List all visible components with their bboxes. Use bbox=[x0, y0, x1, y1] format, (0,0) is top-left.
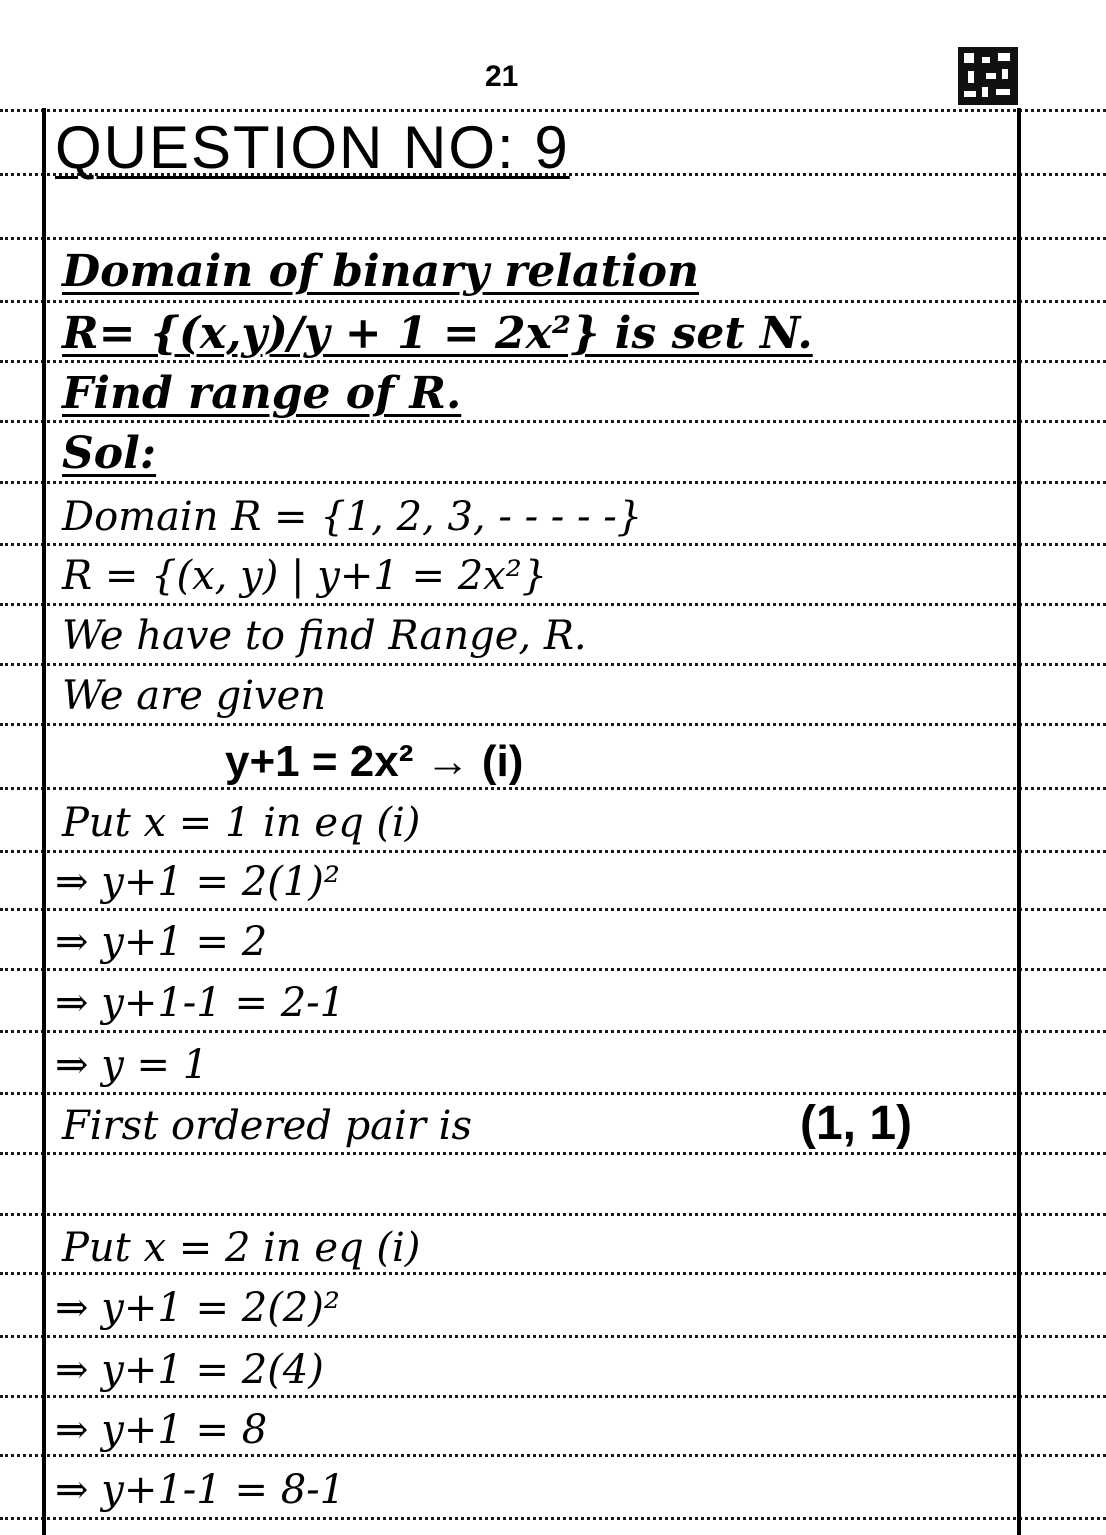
rule-line bbox=[0, 850, 1106, 853]
rule-line bbox=[0, 1152, 1106, 1155]
step-find-range: We have to find Range, R. bbox=[62, 613, 587, 659]
rule-line bbox=[0, 968, 1106, 971]
rule-line bbox=[0, 1517, 1106, 1520]
step-put-x2: Put x = 2 in eq (i) bbox=[62, 1225, 421, 1271]
rule-line bbox=[0, 723, 1106, 726]
step-x1-b: ⇒ y+1 = 2 bbox=[55, 919, 268, 965]
rule-line bbox=[0, 481, 1106, 484]
rule-line bbox=[0, 787, 1106, 790]
question-line-2: R= {(x,y)/y + 1 = 2x²} is set N. bbox=[62, 308, 813, 359]
rule-line bbox=[0, 420, 1106, 423]
rule-line bbox=[0, 1213, 1106, 1216]
step-given: We are given bbox=[62, 673, 327, 719]
rule-line bbox=[0, 908, 1106, 911]
rule-line bbox=[0, 1030, 1106, 1033]
question-heading: QUESTION NO: 9 bbox=[55, 114, 570, 181]
rule-line bbox=[0, 1335, 1106, 1338]
rule-line bbox=[0, 360, 1106, 363]
first-pair-value: (1, 1) bbox=[800, 1097, 913, 1150]
step-x2-b: ⇒ y+1 = 2(4) bbox=[55, 1347, 324, 1393]
rule-line bbox=[0, 1092, 1106, 1095]
rule-line bbox=[0, 109, 1106, 112]
rule-line bbox=[0, 1395, 1106, 1398]
left-margin-line bbox=[42, 108, 46, 1535]
rule-line bbox=[0, 1272, 1106, 1275]
equation-i: y+1 = 2x² → (i) bbox=[225, 737, 524, 786]
question-line-1: Domain of binary relation bbox=[62, 246, 700, 297]
rule-line bbox=[0, 663, 1106, 666]
step-x1-result: ⇒ y = 1 bbox=[55, 1042, 209, 1088]
step-x2-a: ⇒ y+1 = 2(2)² bbox=[55, 1285, 340, 1331]
step-x2-d: ⇒ y+1-1 = 8-1 bbox=[55, 1467, 346, 1513]
step-x2-c: ⇒ y+1 = 8 bbox=[55, 1407, 268, 1453]
step-x1-c: ⇒ y+1-1 = 2-1 bbox=[55, 980, 346, 1026]
rule-line bbox=[0, 300, 1106, 303]
first-pair-text: First ordered pair is bbox=[62, 1103, 472, 1149]
rule-line bbox=[0, 603, 1106, 606]
page-number: 21 bbox=[485, 60, 519, 93]
right-margin-line bbox=[1017, 108, 1021, 1535]
qr-code bbox=[958, 47, 1018, 105]
step-x1-a: ⇒ y+1 = 2(1)² bbox=[55, 859, 340, 905]
step-relation: R = {(x, y) | y+1 = 2x²} bbox=[62, 553, 548, 599]
question-line-3: Find range of R. bbox=[62, 368, 462, 419]
step-domain: Domain R = {1, 2, 3, - - - - -} bbox=[62, 494, 643, 540]
rule-line bbox=[0, 237, 1106, 240]
solution-label: Sol: bbox=[62, 428, 157, 479]
step-put-x1: Put x = 1 in eq (i) bbox=[62, 800, 421, 846]
rule-line bbox=[0, 543, 1106, 546]
rule-line bbox=[0, 1454, 1106, 1457]
